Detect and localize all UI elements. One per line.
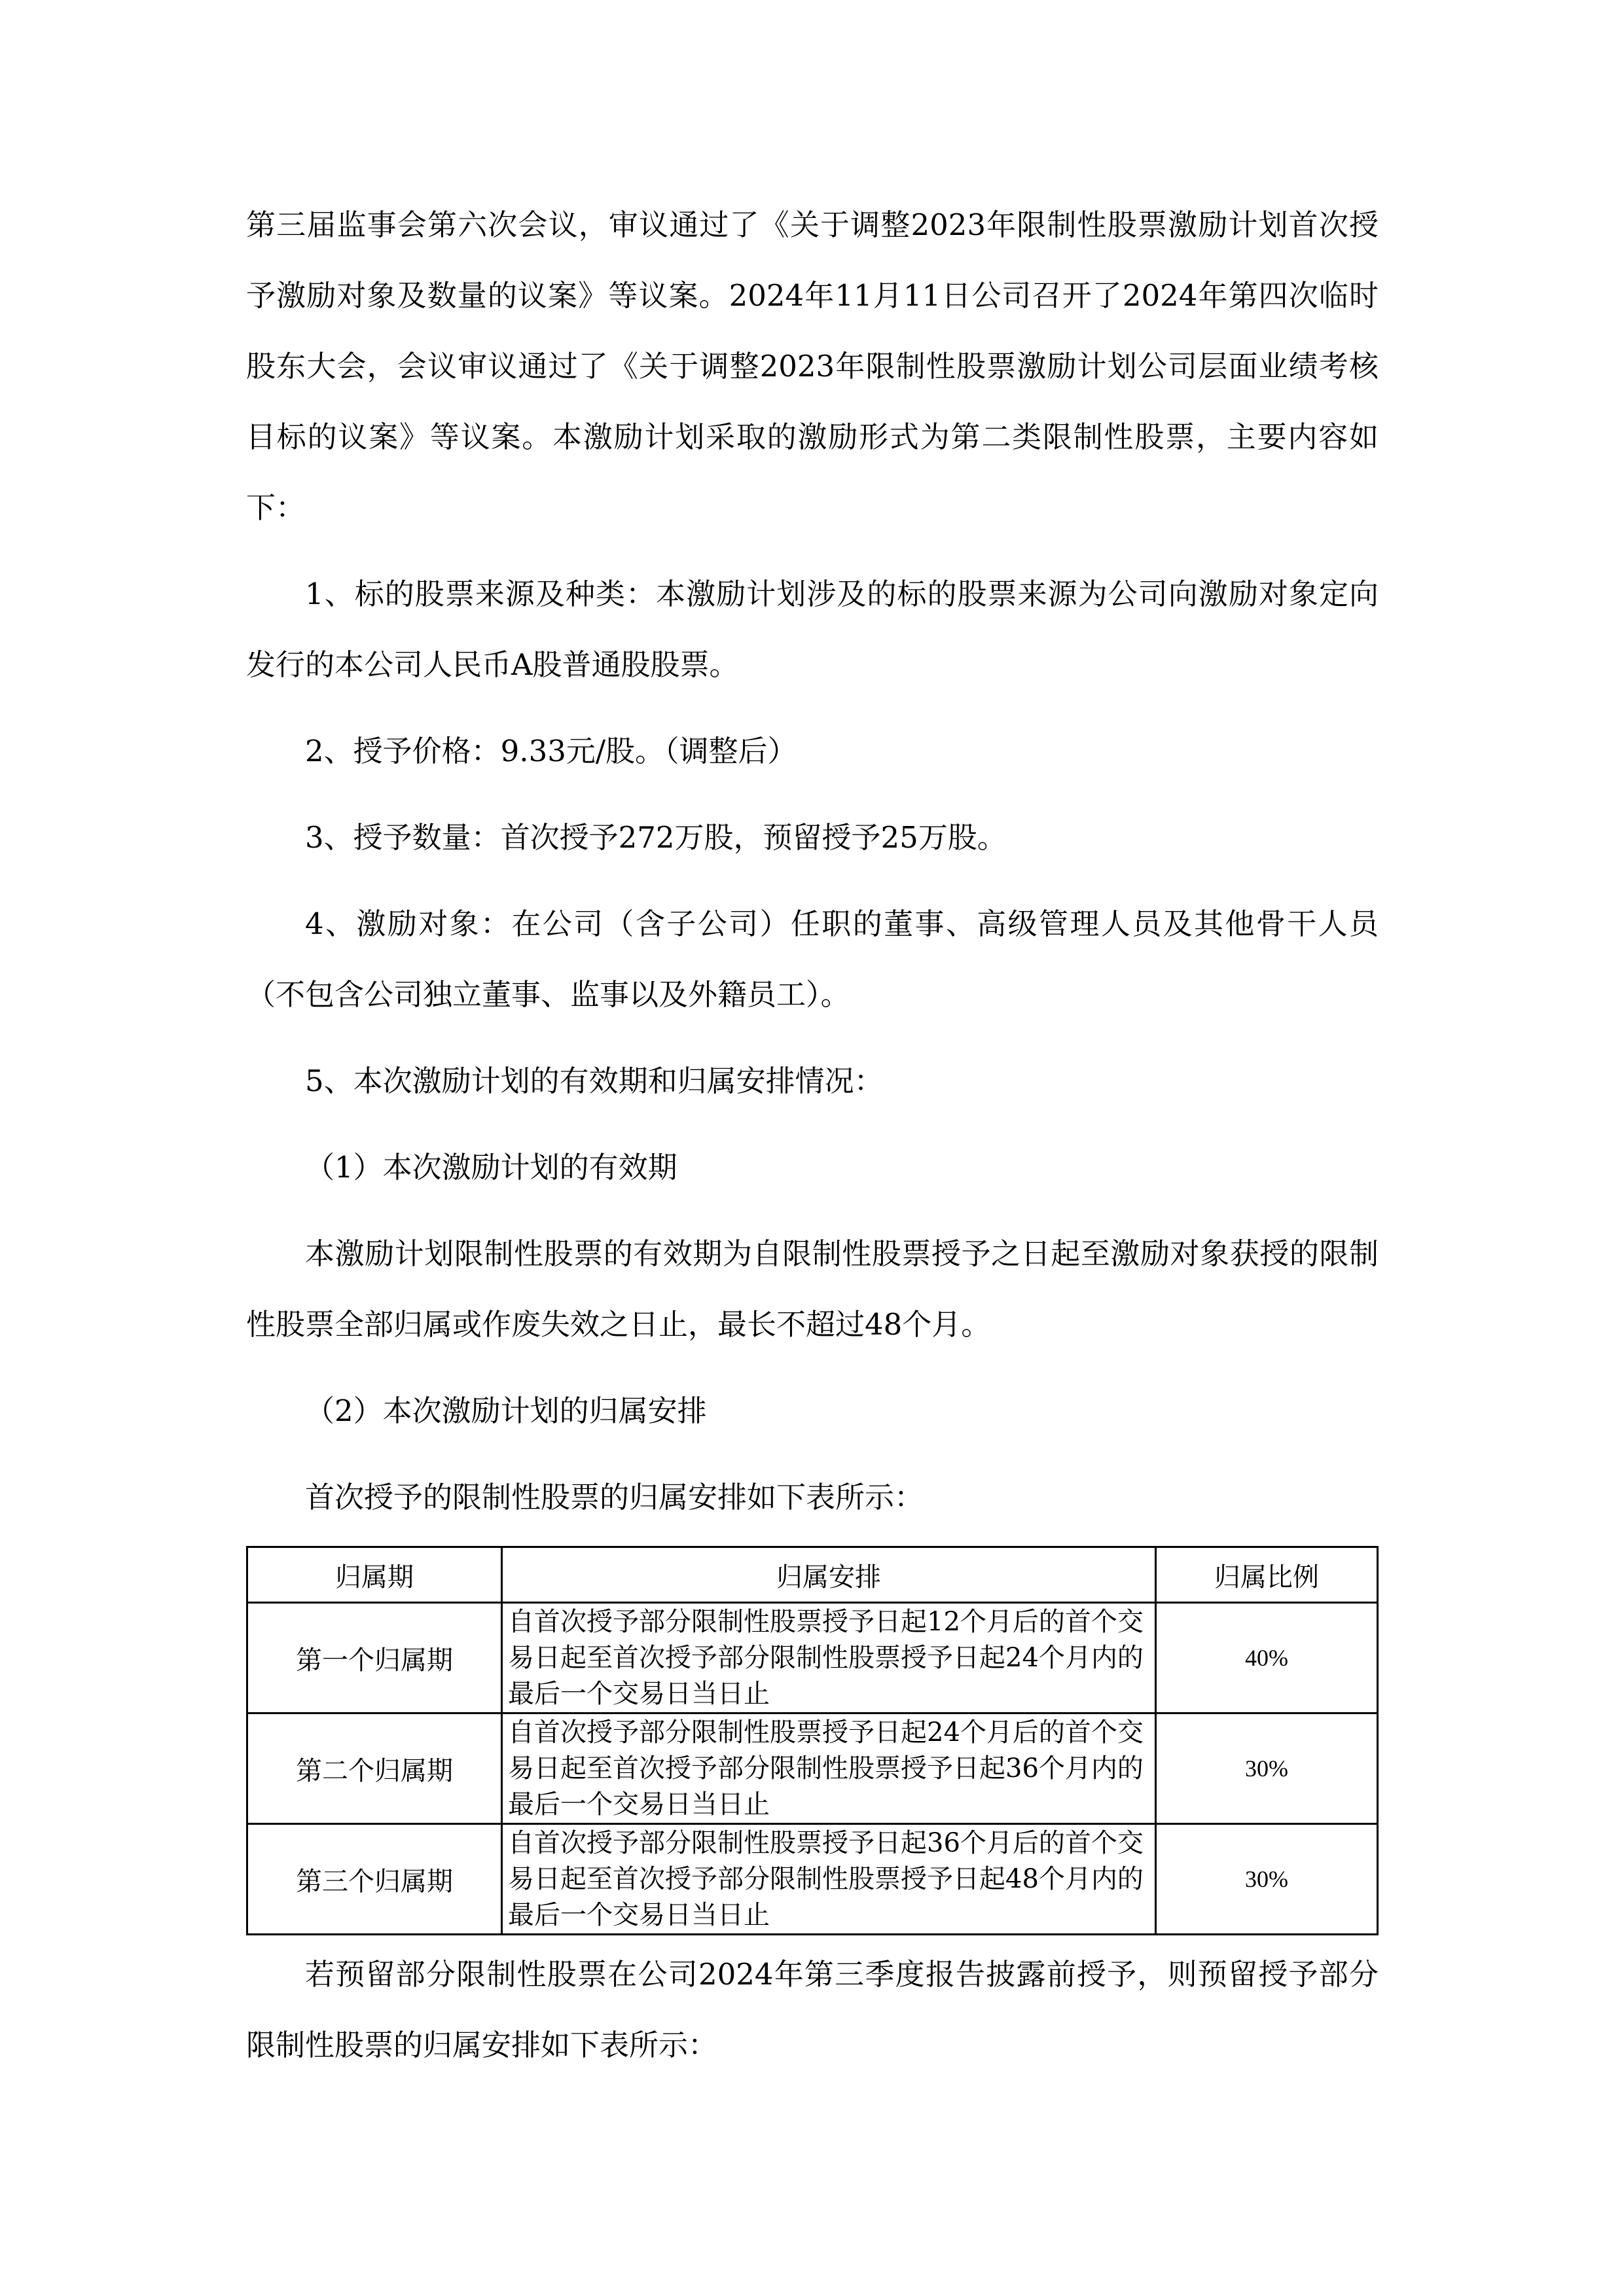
header-period: 归属期 [247, 1547, 502, 1603]
paragraph-reserved-grant: 若预留部分限制性股票在公司2024年第三季度报告披露前授予，则预留授予部分限制性股票的归属安排如下表所示： [246, 1957, 1379, 2062]
cell-period: 第三个归属期 [247, 1824, 502, 1935]
paragraph-incentive-targets: 4、激励对象：在公司（含子公司）任职的董事、高级管理人员及其他骨干人员（不包含公司独立董事、监事以及外籍员工）。 [246, 906, 1379, 1012]
table-row [247, 1603, 1378, 1713]
heading-vesting-arrangement: （2）本次激励计划的归属安排 [305, 1393, 707, 1428]
paragraph-validity-period: 本激励计划限制性股票的有效期为自限制性股票授予之日起至激励对象获授的限制性股票全部归属或作废失效之日止，最长不超过48个月。 [246, 1236, 1379, 1342]
cell-ratio: 30% [1156, 1824, 1378, 1935]
paragraph-grant-price: 2、授予价格：9.33元/股。（调整后） [305, 734, 797, 768]
table-row [247, 1713, 1378, 1824]
paragraph-grant-quantity: 3、授予数量：首次授予272万股，预留授予25万股。 [305, 820, 1007, 855]
heading-validity-period: （1）本次激励计划的有效期 [305, 1150, 677, 1185]
table-row [247, 1824, 1378, 1935]
header-ratio: 归属比例 [1156, 1547, 1378, 1603]
cell-arrangement: 自首次授予部分限制性股票授予日起12个月后的首个交易日起至首次授予部分限制性股票授予日起24个月内的最后一个交易日当日止 [502, 1603, 1156, 1713]
paragraph-meeting-resolutions: 第三届监事会第六次会议，审议通过了《关于调整2023年限制性股票激励计划首次授予激励对象及数量的议案》等议案。2024年11月11日公司召开了2024年第四次临时股东大会，会议审议通过了《关于调整2023年限制性股票激励计划公司层面业绩考核目标的议案》等议案。本激励计划采取的激励形式为第二类限制性股票，主要内容如下： [246, 207, 1379, 525]
paragraph-table-intro: 首次授予的限制性股票的归属安排如下表所示： [305, 1480, 924, 1515]
paragraph-stock-source: 1、标的股票来源及种类：本激励计划涉及的标的股票来源为公司向激励对象定向发行的本公司人民币A股普通股股票。 [246, 577, 1379, 682]
cell-period: 第一个归属期 [247, 1603, 502, 1713]
table-header-row [247, 1547, 1378, 1603]
cell-period: 第二个归属期 [247, 1713, 502, 1824]
header-arrangement: 归属安排 [502, 1547, 1156, 1603]
cell-arrangement: 自首次授予部分限制性股票授予日起24个月后的首个交易日起至首次授予部分限制性股票授予日起36个月内的最后一个交易日当日止 [502, 1713, 1156, 1824]
cell-ratio: 40% [1156, 1603, 1378, 1713]
paragraph-validity-and-vesting: 5、本次激励计划的有效期和归属安排情况： [305, 1064, 884, 1098]
cell-arrangement: 自首次授予部分限制性股票授予日起36个月后的首个交易日起至首次授予部分限制性股票授予日起48个月内的最后一个交易日当日止 [502, 1824, 1156, 1935]
document-page [246, 190, 1379, 2081]
cell-ratio: 30% [1156, 1713, 1378, 1824]
vesting-table [246, 1546, 1379, 1935]
